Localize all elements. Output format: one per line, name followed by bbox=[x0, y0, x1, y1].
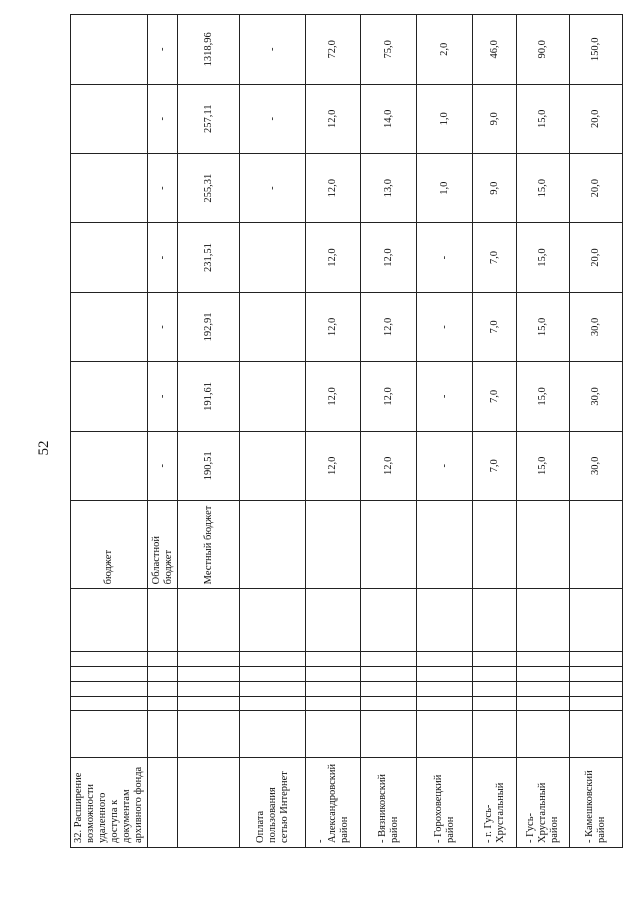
funding-source-cell bbox=[473, 500, 517, 588]
funding-source-cell bbox=[361, 500, 417, 588]
funding-source-cell: Областной бюджет bbox=[148, 500, 178, 588]
narrow-empty-cell bbox=[417, 667, 473, 682]
row-name-cell: - Александровский район bbox=[306, 757, 361, 847]
value-cell: 15,0 bbox=[517, 84, 570, 153]
value-cell: 12,0 bbox=[361, 362, 417, 431]
narrow-empty-cell bbox=[361, 681, 417, 696]
empty-cell bbox=[148, 711, 178, 757]
narrow-empty-cell bbox=[178, 681, 240, 696]
value-cell: - bbox=[417, 431, 473, 500]
narrow-empty-cell bbox=[71, 681, 148, 696]
narrow-empty-cell bbox=[240, 696, 306, 711]
value-cell: 257,11 bbox=[178, 84, 240, 153]
table-row bbox=[148, 15, 178, 848]
value-cell: - bbox=[148, 15, 178, 85]
funding-source-cell: Местный бюджет bbox=[178, 500, 240, 588]
narrow-empty-cell bbox=[517, 667, 570, 682]
empty-cell bbox=[306, 711, 361, 757]
empty-cell bbox=[473, 589, 517, 652]
empty-cell bbox=[178, 589, 240, 652]
row-name-cell: - Гусь-Хрустальный район bbox=[517, 757, 570, 847]
value-cell: - bbox=[417, 292, 473, 361]
value-cell: 190,51 bbox=[178, 431, 240, 500]
empty-cell bbox=[570, 589, 623, 652]
narrow-empty-cell bbox=[240, 667, 306, 682]
table-row bbox=[361, 15, 417, 848]
narrow-empty-cell bbox=[240, 681, 306, 696]
value-cell: 20,0 bbox=[570, 153, 623, 222]
table-row bbox=[71, 15, 148, 848]
value-cell: 14,0 bbox=[361, 84, 417, 153]
table-row bbox=[473, 15, 517, 848]
value-cell: 1318,96 bbox=[178, 15, 240, 85]
empty-cell bbox=[240, 589, 306, 652]
value-cell: 75,0 bbox=[361, 15, 417, 85]
value-cell: 15,0 bbox=[517, 153, 570, 222]
value-cell: 2,0 bbox=[417, 15, 473, 85]
value-cell bbox=[71, 84, 148, 153]
value-cell: 1,0 bbox=[417, 84, 473, 153]
narrow-empty-cell bbox=[473, 652, 517, 667]
empty-cell bbox=[306, 589, 361, 652]
value-cell bbox=[71, 362, 148, 431]
empty-cell bbox=[361, 589, 417, 652]
value-cell: 12,0 bbox=[306, 84, 361, 153]
value-cell: 12,0 bbox=[361, 223, 417, 292]
funding-source-cell: бюджет bbox=[71, 500, 148, 588]
narrow-empty-cell bbox=[517, 696, 570, 711]
row-name-cell bbox=[178, 757, 240, 847]
narrow-empty-cell bbox=[517, 652, 570, 667]
value-cell bbox=[240, 223, 306, 292]
narrow-empty-cell bbox=[473, 696, 517, 711]
narrow-empty-cell bbox=[570, 681, 623, 696]
narrow-empty-cell bbox=[306, 652, 361, 667]
funding-source-cell bbox=[306, 500, 361, 588]
narrow-empty-cell bbox=[148, 652, 178, 667]
table-body bbox=[71, 15, 623, 848]
value-cell: 255,31 bbox=[178, 153, 240, 222]
page-number: 52 bbox=[36, 440, 52, 456]
narrow-empty-cell bbox=[148, 696, 178, 711]
narrow-empty-cell bbox=[178, 652, 240, 667]
value-cell: 12,0 bbox=[306, 292, 361, 361]
narrow-empty-cell bbox=[361, 652, 417, 667]
value-cell bbox=[71, 223, 148, 292]
empty-cell bbox=[417, 711, 473, 757]
value-cell: 1,0 bbox=[417, 153, 473, 222]
table-row bbox=[517, 15, 570, 848]
empty-cell bbox=[178, 711, 240, 757]
empty-cell bbox=[148, 589, 178, 652]
value-cell: 191,61 bbox=[178, 362, 240, 431]
narrow-empty-cell bbox=[361, 667, 417, 682]
value-cell: 15,0 bbox=[517, 431, 570, 500]
value-cell bbox=[240, 292, 306, 361]
funding-source-cell bbox=[417, 500, 473, 588]
value-cell bbox=[71, 431, 148, 500]
narrow-empty-cell bbox=[240, 652, 306, 667]
narrow-empty-cell bbox=[306, 696, 361, 711]
value-cell: 30,0 bbox=[570, 292, 623, 361]
value-cell: 231,51 bbox=[178, 223, 240, 292]
empty-cell bbox=[417, 589, 473, 652]
value-cell: 7,0 bbox=[473, 431, 517, 500]
narrow-empty-cell bbox=[148, 667, 178, 682]
value-cell: 9,0 bbox=[473, 84, 517, 153]
narrow-empty-cell bbox=[71, 696, 148, 711]
narrow-empty-cell bbox=[71, 667, 148, 682]
value-cell: - bbox=[417, 362, 473, 431]
narrow-empty-cell bbox=[306, 667, 361, 682]
value-cell: 20,0 bbox=[570, 84, 623, 153]
value-cell: 12,0 bbox=[306, 362, 361, 431]
value-cell: 90,0 bbox=[517, 15, 570, 85]
table-row bbox=[417, 15, 473, 848]
value-cell: 12,0 bbox=[306, 431, 361, 500]
empty-cell bbox=[517, 711, 570, 757]
value-cell: - bbox=[148, 292, 178, 361]
narrow-empty-cell bbox=[570, 696, 623, 711]
narrow-empty-cell bbox=[71, 652, 148, 667]
empty-cell bbox=[71, 589, 148, 652]
value-cell: - bbox=[148, 431, 178, 500]
empty-cell bbox=[240, 711, 306, 757]
funding-source-cell bbox=[240, 500, 306, 588]
row-name-cell bbox=[148, 757, 178, 847]
row-name-cell: Оплата пользования сетью Интернет bbox=[240, 757, 306, 847]
value-cell: 12,0 bbox=[306, 153, 361, 222]
empty-cell bbox=[517, 589, 570, 652]
table-row bbox=[178, 15, 240, 848]
value-cell: 7,0 bbox=[473, 362, 517, 431]
value-cell: 46,0 bbox=[473, 15, 517, 85]
value-cell bbox=[240, 431, 306, 500]
empty-cell bbox=[361, 711, 417, 757]
value-cell: - bbox=[148, 223, 178, 292]
value-cell: - bbox=[240, 15, 306, 85]
value-cell: 150,0 bbox=[570, 15, 623, 85]
rotated-table-frame bbox=[70, 14, 607, 848]
row-name-cell: - Гороховецкий район bbox=[417, 757, 473, 847]
narrow-empty-cell bbox=[178, 667, 240, 682]
empty-cell bbox=[71, 711, 148, 757]
value-cell: - bbox=[148, 362, 178, 431]
narrow-empty-cell bbox=[306, 681, 361, 696]
value-cell: 7,0 bbox=[473, 292, 517, 361]
value-cell: - bbox=[240, 84, 306, 153]
value-cell bbox=[240, 362, 306, 431]
narrow-empty-cell bbox=[148, 681, 178, 696]
value-cell: 192,91 bbox=[178, 292, 240, 361]
value-cell: 12,0 bbox=[306, 223, 361, 292]
table-row bbox=[570, 15, 623, 848]
narrow-empty-cell bbox=[178, 696, 240, 711]
value-cell: 30,0 bbox=[570, 431, 623, 500]
value-cell: 72,0 bbox=[306, 15, 361, 85]
narrow-empty-cell bbox=[473, 667, 517, 682]
value-cell: 15,0 bbox=[517, 223, 570, 292]
value-cell: - bbox=[417, 223, 473, 292]
table-row bbox=[306, 15, 361, 848]
value-cell: 9,0 bbox=[473, 153, 517, 222]
funding-source-cell bbox=[570, 500, 623, 588]
empty-cell bbox=[473, 711, 517, 757]
narrow-empty-cell bbox=[570, 652, 623, 667]
value-cell bbox=[71, 15, 148, 85]
value-cell: 20,0 bbox=[570, 223, 623, 292]
value-cell: 12,0 bbox=[361, 292, 417, 361]
row-name-cell: - Камешковский район bbox=[570, 757, 623, 847]
narrow-empty-cell bbox=[361, 696, 417, 711]
value-cell: 13,0 bbox=[361, 153, 417, 222]
row-name-cell: - Вязниковский район bbox=[361, 757, 417, 847]
value-cell: 15,0 bbox=[517, 362, 570, 431]
narrow-empty-cell bbox=[570, 667, 623, 682]
narrow-empty-cell bbox=[417, 652, 473, 667]
budget-table bbox=[70, 14, 623, 848]
value-cell: 15,0 bbox=[517, 292, 570, 361]
narrow-empty-cell bbox=[473, 681, 517, 696]
empty-cell bbox=[570, 711, 623, 757]
value-cell: - bbox=[240, 153, 306, 222]
narrow-empty-cell bbox=[417, 681, 473, 696]
value-cell: - bbox=[148, 84, 178, 153]
funding-source-cell bbox=[517, 500, 570, 588]
table-row bbox=[240, 15, 306, 848]
row-name-cell: 32. Расширение возможности удаленного доступа к документам архивного фонда bbox=[71, 757, 148, 847]
value-cell bbox=[71, 292, 148, 361]
narrow-empty-cell bbox=[417, 696, 473, 711]
value-cell: 30,0 bbox=[570, 362, 623, 431]
value-cell: 12,0 bbox=[361, 431, 417, 500]
narrow-empty-cell bbox=[517, 681, 570, 696]
value-cell: 7,0 bbox=[473, 223, 517, 292]
row-name-cell: - г. Гусь-Хрустальный bbox=[473, 757, 517, 847]
value-cell: - bbox=[148, 153, 178, 222]
value-cell bbox=[71, 153, 148, 222]
